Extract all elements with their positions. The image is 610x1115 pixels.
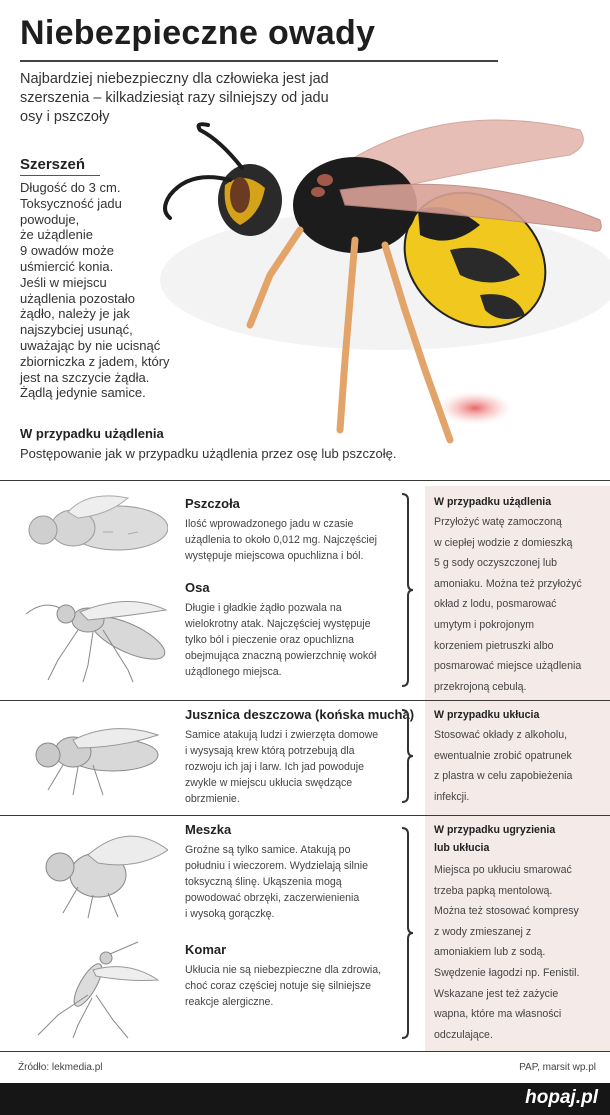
title-divider <box>20 60 498 62</box>
description-line: Samice atakują ludzi i zwierzęta domowe <box>185 729 379 741</box>
section-divider <box>0 700 610 701</box>
advice-line: w ciepłej wodzie z domieszką <box>434 536 573 549</box>
advice-line: z plastra w celu zapobieżenia <box>434 770 573 783</box>
hornet-line: Toksyczność jadu <box>20 195 122 211</box>
advice-line: Miejsca po ukłuciu smarować <box>434 864 572 876</box>
description-line: reakcje alergiczne. <box>185 996 274 1008</box>
description-line: użądlenia to około 0,012 mg. Najczęściej <box>185 534 377 546</box>
description-line: zwykle w miejscu ukłucia swędzące <box>185 777 353 789</box>
advice-line: Wskazane jest też zażycie <box>434 987 559 1000</box>
insect-name-wasp: Osa <box>185 580 210 595</box>
advice-line: Stosować okłady z alkoholu, <box>434 729 568 741</box>
bee-drawing <box>18 490 168 560</box>
description-line: tylko ból i pieczenie oraz opuchlizna <box>185 634 355 646</box>
advice-line: 5 g sody oczyszczonej lub <box>434 557 558 570</box>
horsefly-drawing <box>18 710 168 800</box>
hornet-line: Długość do 3 cm. <box>20 180 121 195</box>
insect-description-mosquito <box>185 962 400 1010</box>
hornet-case-text: Postępowanie jak w przypadku użądlenia przez osę lub pszczołę. <box>20 446 397 461</box>
hornet-line: powoduje, <box>20 211 80 227</box>
insect-description-wasp <box>185 600 400 680</box>
advice-line: przekrojoną cebulą. <box>434 680 527 693</box>
advice-text-prick <box>434 725 599 807</box>
description-line: powodować obrzęki, zaczerwienienia <box>185 892 360 904</box>
hornet-line: uśmiercić konia. <box>20 258 114 274</box>
advice-line: Można też stosować kompresy <box>434 905 579 918</box>
advice-line: infekcji. <box>434 790 470 803</box>
advice-heading-sting <box>434 494 604 512</box>
hornet-line: Żądlą jedynie samice. <box>20 385 146 401</box>
footer-bar <box>0 1083 610 1115</box>
insect-name-mosquito: Komar <box>185 942 227 957</box>
advice-line: umytym i pokrojonym <box>434 618 535 631</box>
insect-name-bee: Pszczoła <box>185 496 240 511</box>
advice-heading-line: lub ukłucia <box>434 841 490 854</box>
advice-line: trzeba papką mentolową. <box>434 884 553 897</box>
group-brace <box>400 826 414 1040</box>
advice-line: z wody zmieszanej z <box>434 925 532 938</box>
advice-line: amoniaku. Można też przyłożyć <box>434 577 582 590</box>
hornet-line: uważając by nie ucisnąć <box>20 337 161 353</box>
description-line: Ilość wprowadzonego jadu w czasie <box>185 518 354 530</box>
advice-line: amoniakiem lub z sodą. <box>434 946 546 959</box>
advice-line: wapna, które ma własności <box>434 1008 562 1021</box>
wasp-drawing <box>18 590 168 685</box>
group-brace <box>400 708 414 804</box>
advice-line: korzeniem pietruszki albo <box>434 639 554 652</box>
section-divider <box>0 1051 610 1052</box>
advice-line: okład z lodu, posmarować <box>434 598 557 611</box>
description-line: Ukłucia nie są niebezpieczne dla zdrowia, <box>185 964 382 976</box>
credit-note: PAP, marsit wp.pl <box>519 1062 596 1073</box>
advice-line: Swędzenie łagodzi np. Fenistil. <box>434 966 580 979</box>
advice-heading-line: W przypadku użądlenia <box>434 496 552 508</box>
description-line: toksyczną ślinę. Ukąszenia mogą <box>185 876 342 888</box>
insect-description-blackfly <box>185 842 400 922</box>
mosquito-drawing <box>18 940 168 1040</box>
blackfly-drawing <box>18 825 168 920</box>
intro-text: Najbardziej niebezpieczny dla człowieka jest jad szerszenia – kilkadziesiąt razy silniejszy od jadu osy i pszczoły <box>20 71 329 125</box>
advice-heading-prick <box>434 707 604 725</box>
description-line: choć coraz częściej notuje się silniejsze <box>185 980 372 992</box>
hornet-line: żądło, należy je jak <box>20 306 130 322</box>
page-title: Niebezpieczne owady <box>20 14 376 52</box>
description-line: Groźne są tylko samice. Atakują po <box>185 844 351 856</box>
advice-text-bite <box>434 860 599 1045</box>
description-line: i wysysają krew którą potrzebują dla <box>185 745 355 757</box>
insect-description-bee <box>185 516 400 564</box>
insect-name-blackfly: Meszka <box>185 822 232 837</box>
hornet-line: że użądlenie <box>20 227 93 243</box>
advice-line: odczulające. <box>434 1028 493 1041</box>
advice-heading-line: W przypadku ugryzienia <box>434 824 556 836</box>
hornet-line: zbiorniczka z jadem, który <box>20 353 170 369</box>
description-line: Długie i gładkie żądło pozwala na <box>185 602 342 614</box>
hornet-line: jest na szczycie żądła. <box>20 369 150 385</box>
group-brace <box>400 492 414 688</box>
hornet-heading: Szerszeń <box>20 156 86 173</box>
hornet-line: najszybciej usunąć, <box>20 322 133 338</box>
advice-line: Przyłożyć watę zamoczoną <box>434 516 562 528</box>
advice-heading-line: W przypadku ukłucia <box>434 709 540 721</box>
hornet-case-heading: W przypadku użądlenia <box>20 426 164 441</box>
section-divider <box>0 480 610 481</box>
description-line: wielokrotny atak. Najczęściej występuje <box>185 618 371 630</box>
advice-line: ewentualnie zrobić opatrunek <box>434 749 572 762</box>
insect-name-horsefly: Jusznica deszczowa (końska mucha) <box>185 707 415 722</box>
description-line: rozwoju ich jaj i larw. Ich jad powoduje <box>185 761 365 773</box>
site-logo[interactable]: hopaj.pl <box>525 1087 598 1108</box>
advice-heading-bite <box>434 822 604 857</box>
hornet-line: Jeśli w miejscu <box>20 274 107 290</box>
advice-line: posmarować miejsce użądlenia <box>434 660 582 673</box>
description-line: i wysoką gorączkę. <box>185 908 275 920</box>
section-divider <box>0 815 610 816</box>
hornet-description <box>20 180 195 401</box>
hornet-heading-underline <box>20 175 100 176</box>
hornet-line: użądlenia pozostało <box>20 290 135 306</box>
description-line: obejmująca znaczną powierzchnię wokół <box>185 650 377 662</box>
insect-description-horsefly <box>185 727 400 807</box>
description-line: obrzmienie. <box>185 793 240 805</box>
advice-text-sting <box>434 512 599 697</box>
description-line: południu i wieczorem. Wydzielają silnie <box>185 860 369 872</box>
hornet-line: 9 owadów może <box>20 243 114 259</box>
source-note: Źródło: lekmedia.pl <box>18 1062 103 1073</box>
description-line: występuje miejscowa opuchlizna i ból. <box>185 550 364 562</box>
hornet-illustration <box>150 100 610 480</box>
description-line: użądlonego miejsca. <box>185 666 282 678</box>
